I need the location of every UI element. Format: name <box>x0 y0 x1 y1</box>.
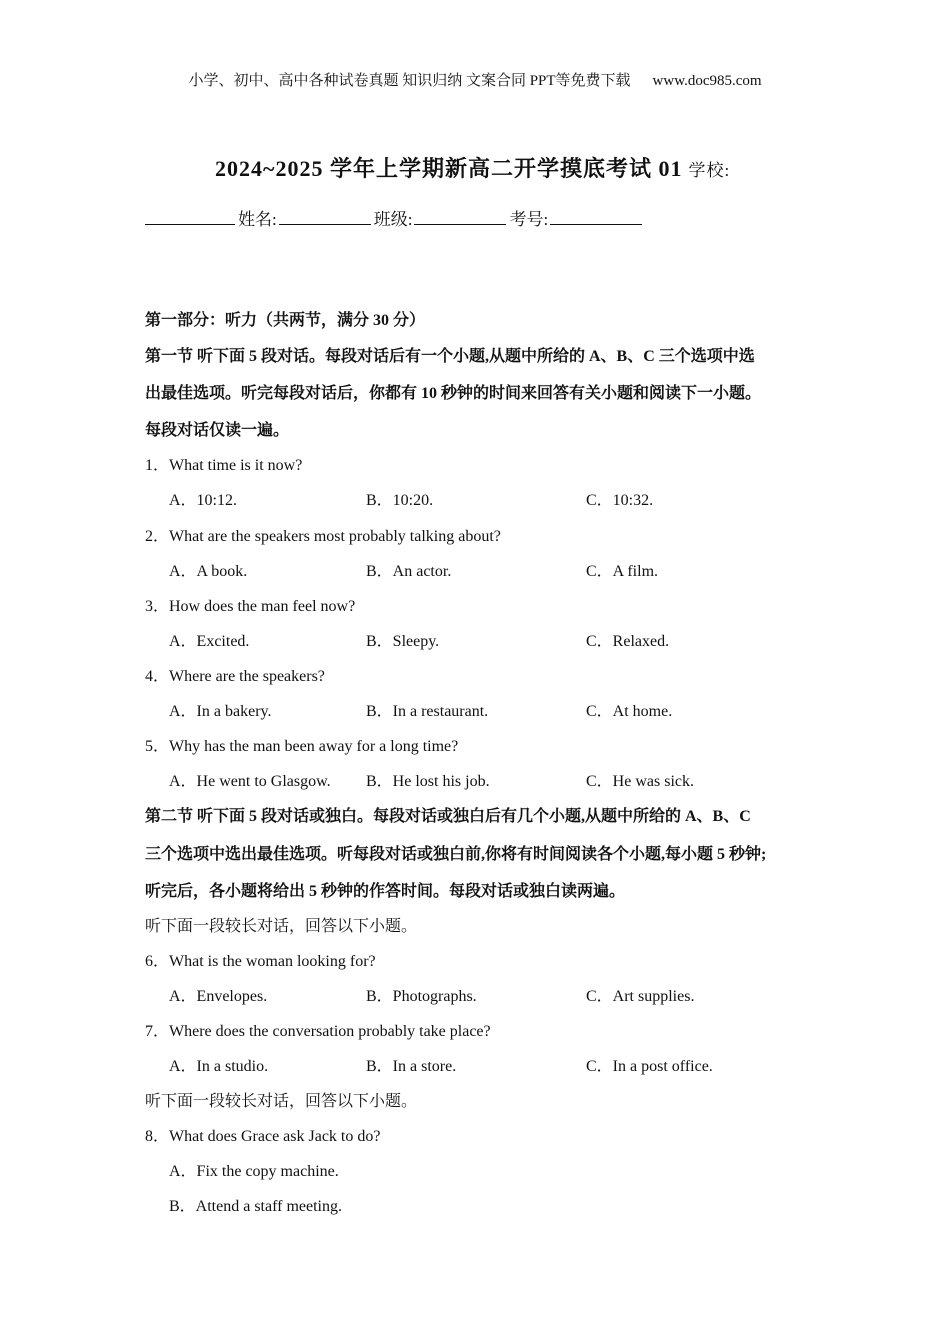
class-blank[interactable] <box>414 208 506 225</box>
class-label: 班级: <box>373 210 413 229</box>
name-blank[interactable] <box>279 208 371 225</box>
option-a[interactable]: A．He went to Glasgow. <box>169 773 331 790</box>
option-a[interactable]: A．In a bakery. <box>169 703 272 720</box>
question-text: 2．What are the speakers most probably talking about? <box>145 528 501 545</box>
option-c[interactable]: C．At home. <box>586 703 673 720</box>
number-blank[interactable] <box>550 208 642 225</box>
option-c[interactable]: C．In a post office. <box>586 1058 713 1075</box>
option-b[interactable]: B．An actor. <box>366 563 452 580</box>
exam-title <box>215 152 730 183</box>
option-a[interactable]: A．Envelopes. <box>169 988 268 1005</box>
number-label: 考号: <box>509 210 549 229</box>
option-b[interactable]: B．Photographs. <box>366 988 477 1005</box>
dialogue-instruction: 听下面一段较长对话，回答以下小题。 <box>145 1093 418 1110</box>
question-text: 5．Why has the man been away for a long time? <box>145 738 459 755</box>
option-c[interactable]: C．He was sick. <box>586 773 694 790</box>
question-text: 6．What is the woman looking for? <box>145 953 376 970</box>
section1-line: 出最佳选项。听完每段对话后，你都有 10 秒钟的时间来回答有关小题和阅读下一小题。 <box>145 385 762 402</box>
question-text: 7．Where does the conversation probably take place? <box>145 1023 491 1040</box>
question-text: 4．Where are the speakers? <box>145 668 325 685</box>
header-site-link[interactable]: www.doc985.com <box>652 73 762 89</box>
question-text: 1．What time is it now? <box>145 457 303 474</box>
section1-line: 第一节 听下面 5 段对话。每段对话后有一个小题,从题中所给的 A、B、C 三个选项中选 <box>145 348 755 365</box>
option-c[interactable]: C．10:32. <box>586 492 654 509</box>
section2-line: 第二节 听下面 5 段对话或独白。每段对话或独白后有几个小题,从题中所给的 A、B、C <box>145 808 751 825</box>
option-a[interactable]: A．In a studio. <box>169 1058 269 1075</box>
option-a[interactable]: A．Excited. <box>169 633 250 650</box>
name-label: 姓名: <box>238 210 277 229</box>
page-header <box>0 69 950 90</box>
school-blank[interactable] <box>145 208 235 225</box>
option-c[interactable]: C．Art supplies. <box>586 988 695 1005</box>
option-a[interactable]: A．10:12. <box>169 492 238 509</box>
option-b[interactable]: B．10:20. <box>366 492 434 509</box>
option-c[interactable]: C．Relaxed. <box>586 633 670 650</box>
dialogue-instruction: 听下面一段较长对话，回答以下小题。 <box>145 918 418 935</box>
student-info-line <box>145 205 642 230</box>
part1-heading: 第一部分：听力（共两节，满分 30 分） <box>145 312 426 329</box>
exam-title-main: 2024~2025 学年上学期新高二开学摸底考试 01 <box>215 156 683 181</box>
option-b[interactable]: B．In a restaurant. <box>366 703 489 720</box>
option-c[interactable]: C．A film. <box>586 563 659 580</box>
question-text: 8．What does Grace ask Jack to do? <box>145 1128 381 1145</box>
option-b[interactable]: B．In a store. <box>366 1058 457 1075</box>
section2-line: 听完后，各小题将给出 5 秒钟的作答时间。每段对话或独白读两遍。 <box>145 883 626 900</box>
option-b[interactable]: B．Attend a staff meeting. <box>169 1198 343 1215</box>
question-text: 3．How does the man feel now? <box>145 598 356 615</box>
school-label: 学校: <box>688 161 731 180</box>
option-a[interactable]: A．A book. <box>169 563 248 580</box>
header-text: 小学、初中、高中各种试卷真题 知识归纳 文案合同 PPT等免费下载 <box>188 73 631 89</box>
option-b[interactable]: B．Sleepy. <box>366 633 440 650</box>
option-b[interactable]: B．He lost his job. <box>366 773 490 790</box>
section1-line: 每段对话仅读一遍。 <box>145 422 290 439</box>
section2-line: 三个选项中选出最佳选项。听每段对话或独白前,你将有时间阅读各个小题,每小题 5 秒钟; <box>145 846 767 863</box>
option-a[interactable]: A．Fix the copy machine. <box>169 1163 339 1180</box>
